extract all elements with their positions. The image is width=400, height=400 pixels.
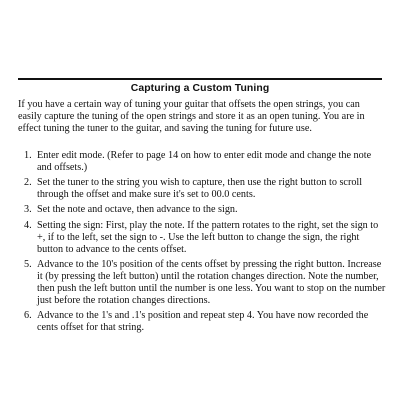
step-text: Set the note and octave, then advance to the sign. xyxy=(37,204,238,216)
steps-list xyxy=(18,150,386,337)
step-item xyxy=(18,150,386,174)
section-heading: Capturing a Custom Tuning xyxy=(18,78,382,95)
step-item xyxy=(18,259,386,307)
step-item xyxy=(18,220,386,256)
step-text: Setting the sign: First, play the note. If the pattern rotates to the right, set the sign to +, if to the left, set the sign to -. Use the left button to change the sign, the right button to advance to the cents offset. xyxy=(37,219,379,255)
step-item xyxy=(18,177,386,201)
step-number: 3. xyxy=(24,204,32,216)
step-number: 2. xyxy=(24,177,32,189)
step-number: 1. xyxy=(24,150,32,161)
step-text: Advance to the 1's and .1's position and repeat step 4. You have now recorded the cents offset for that string. xyxy=(37,309,369,333)
intro-paragraph: If you have a certain way of tuning your guitar that offsets the open strings, you can easily capture the tuning of the open strings and store it as an open tuning. You are in effect tuning the tuner to the guitar, and saving the tuning for future use. xyxy=(18,99,365,134)
step-text: Advance to the 10's position of the cents offset by pressing the right button. Increase it (by pressing the left button) until the rotation changes direction. Note the number, then push the left button until the number is one less. You want to stop on the number just before the rotation changes directions. xyxy=(37,258,386,306)
step-number: 4. xyxy=(24,219,32,231)
step-text: Enter edit mode. (Refer to page 14 on how to enter edit mode and change the note and offsets.) xyxy=(37,150,372,173)
step-item xyxy=(18,310,386,334)
step-item xyxy=(18,204,386,216)
step-text: Set the tuner to the string you wish to capture, then use the right button to scroll through the offset and make sure it's set to 00.0 cents. xyxy=(37,177,363,201)
step-number: 5. xyxy=(24,258,32,270)
step-number: 6. xyxy=(24,309,32,321)
